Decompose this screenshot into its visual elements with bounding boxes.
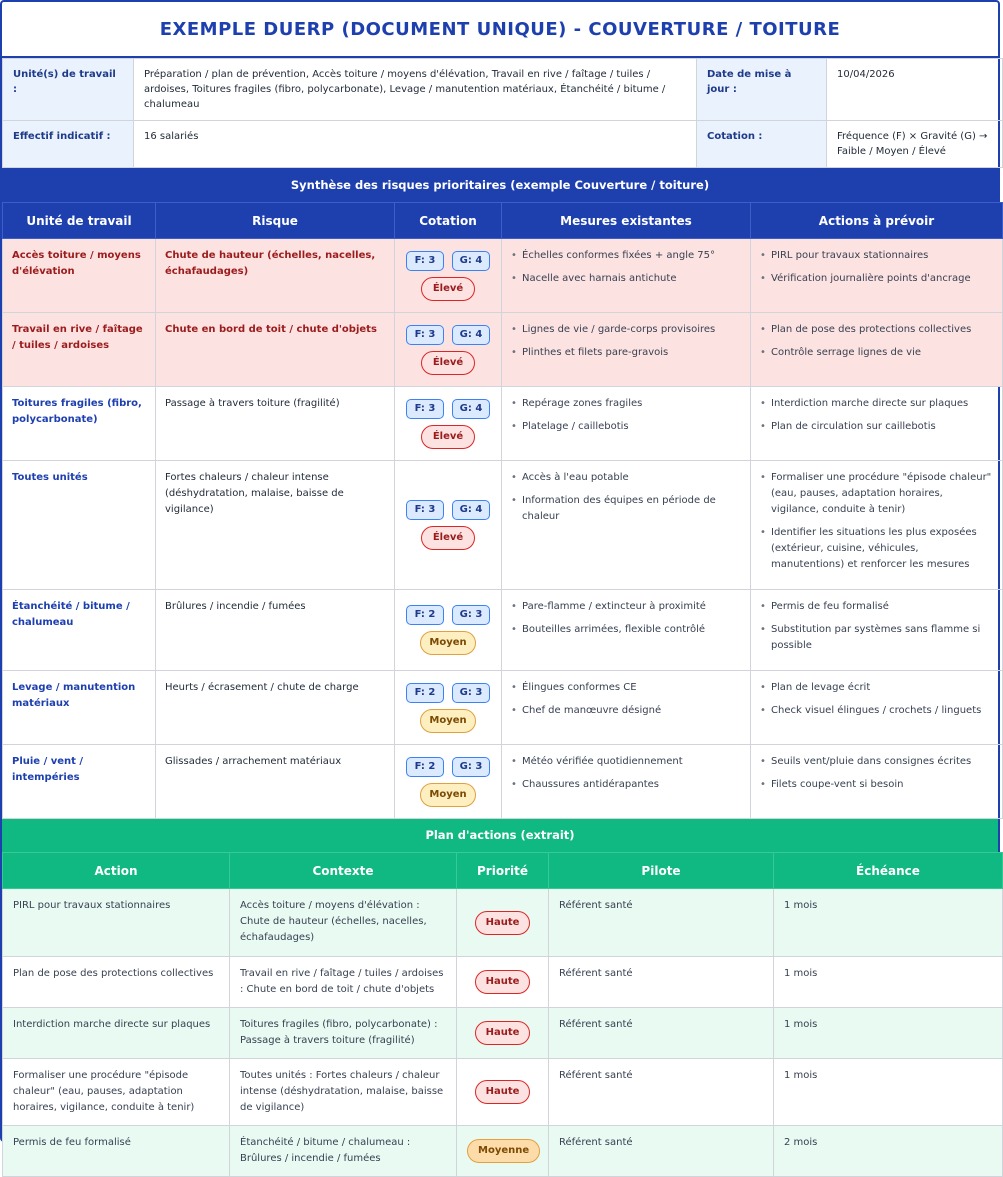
action-plan-table xyxy=(2,852,1003,1177)
mesure-item: • Nacelle avec harnais antichute xyxy=(511,271,741,287)
risks-table xyxy=(2,202,1003,819)
risk-actions xyxy=(751,313,1003,387)
effectif-label: Effectif indicatif : xyxy=(3,121,134,168)
risk-mesures xyxy=(502,590,751,671)
plan-action: Plan de pose des protections collectives xyxy=(3,957,230,1008)
plan-header-priorite: Priorité xyxy=(457,853,549,889)
risk-level-badge: Moyen xyxy=(420,709,475,733)
plan-echeance: 1 mois xyxy=(774,957,1003,1008)
effectif-value: 16 salariés xyxy=(134,121,697,168)
mesure-item: • Pare-flamme / extincteur à proximité xyxy=(511,599,741,615)
plan-row xyxy=(3,957,1003,1008)
plan-priorite xyxy=(457,889,549,957)
plan-echeance: 1 mois xyxy=(774,889,1003,957)
risk-mesures xyxy=(502,239,751,313)
plan-pilote: Référent santé xyxy=(549,957,774,1008)
risk-row xyxy=(3,239,1003,313)
action-item: • Contrôle serrage lignes de vie xyxy=(760,345,993,361)
risk-cotation xyxy=(395,239,502,313)
priority-badge: Haute xyxy=(475,1080,531,1104)
action-item: • Plan de levage écrit xyxy=(760,680,993,696)
action-item: • Filets coupe-vent si besoin xyxy=(760,777,993,793)
priority-badge: Moyenne xyxy=(467,1139,540,1163)
plan-row xyxy=(3,1059,1003,1126)
action-item: • Vérification journalière points d'ancrage xyxy=(760,271,993,287)
document-title: EXEMPLE DUERP (DOCUMENT UNIQUE) - COUVERTURE / TOITURE xyxy=(2,2,998,58)
risk-cotation xyxy=(395,313,502,387)
action-item: • Plan de circulation sur caillebotis xyxy=(760,419,993,435)
risk-level-badge: Moyen xyxy=(420,631,475,655)
plan-row xyxy=(3,889,1003,957)
gravity-chip: G: 4 xyxy=(452,325,490,345)
date-label: Date de mise à jour : xyxy=(697,59,827,121)
plan-contexte: Accès toiture / moyens d'élévation : Chute de hauteur (échelles, nacelles, échafaudages) xyxy=(230,889,457,957)
frequency-chip: F: 2 xyxy=(406,683,444,703)
risk-row xyxy=(3,461,1003,590)
action-item: • Permis de feu formalisé xyxy=(760,599,993,615)
unites-label: Unité(s) de travail : xyxy=(3,59,134,121)
risk-description: Heurts / écrasement / chute de charge xyxy=(156,671,395,745)
mesure-item: • Information des équipes en période de chaleur xyxy=(511,493,741,525)
risk-description: Glissades / arrachement matériaux xyxy=(156,745,395,819)
plan-pilote: Référent santé xyxy=(549,1126,774,1177)
risk-actions xyxy=(751,387,1003,461)
risk-mesures xyxy=(502,671,751,745)
risk-actions xyxy=(751,745,1003,819)
risk-row xyxy=(3,387,1003,461)
risks-header-risque: Risque xyxy=(156,203,395,239)
cotation-value: Fréquence (F) × Gravité (G) → Faible / Moyen / Élevé xyxy=(827,121,1003,168)
risk-unit: Accès toiture / moyens d'élévation xyxy=(3,239,156,313)
risk-row xyxy=(3,313,1003,387)
risk-unit: Toitures fragiles (fibro, polycarbonate) xyxy=(3,387,156,461)
risk-level-badge: Élevé xyxy=(421,425,475,449)
plan-row xyxy=(3,1008,1003,1059)
plan-action: Permis de feu formalisé xyxy=(3,1126,230,1177)
mesure-item: • Bouteilles arrimées, flexible contrôlé xyxy=(511,622,741,638)
plan-echeance: 2 mois xyxy=(774,1126,1003,1177)
mesure-item: • Lignes de vie / garde-corps provisoires xyxy=(511,322,741,338)
plan-header-contexte: Contexte xyxy=(230,853,457,889)
plan-priorite xyxy=(457,957,549,1008)
risk-description: Passage à travers toiture (fragilité) xyxy=(156,387,395,461)
unites-value: Préparation / plan de prévention, Accès toiture / moyens d'élévation, Travail en rive / faîtage / tuiles / ardoises, Toitures fragiles (fibro, polycarbonate), Levage / manutention matériaux, Étanchéité / bitume / chalumeau xyxy=(134,59,697,121)
risk-cotation xyxy=(395,461,502,590)
risks-header-actions: Actions à prévoir xyxy=(751,203,1003,239)
risk-description: Chute en bord de toit / chute d'objets xyxy=(156,313,395,387)
plan-pilote: Référent santé xyxy=(549,1008,774,1059)
gravity-chip: G: 4 xyxy=(452,399,490,419)
plan-priorite xyxy=(457,1126,549,1177)
frequency-chip: F: 2 xyxy=(406,757,444,777)
risk-level-badge: Élevé xyxy=(421,526,475,550)
risk-level-badge: Moyen xyxy=(420,783,475,807)
gravity-chip: G: 4 xyxy=(452,500,490,520)
plan-contexte: Toitures fragiles (fibro, polycarbonate) : Passage à travers toiture (fragilité) xyxy=(230,1008,457,1059)
plan-header-echeance: Échéance xyxy=(774,853,1003,889)
plan-header-pilote: Pilote xyxy=(549,853,774,889)
mesure-item: • Platelage / caillebotis xyxy=(511,419,741,435)
risk-description: Brûlures / incendie / fumées xyxy=(156,590,395,671)
mesure-item: • Élingues conformes CE xyxy=(511,680,741,696)
mesure-item: • Repérage zones fragiles xyxy=(511,396,741,412)
risk-actions xyxy=(751,671,1003,745)
risk-actions xyxy=(751,239,1003,313)
mesure-item: • Accès à l'eau potable xyxy=(511,470,741,486)
frequency-chip: F: 2 xyxy=(406,605,444,625)
action-item: • PIRL pour travaux stationnaires xyxy=(760,248,993,264)
risk-unit: Toutes unités xyxy=(3,461,156,590)
mesure-item: • Chef de manœuvre désigné xyxy=(511,703,741,719)
action-item: • Seuils vent/pluie dans consignes écrites xyxy=(760,754,993,770)
frequency-chip: F: 3 xyxy=(406,500,444,520)
plan-pilote: Référent santé xyxy=(549,1059,774,1126)
plan-header-action: Action xyxy=(3,853,230,889)
mesure-item: • Échelles conformes fixées + angle 75° xyxy=(511,248,741,264)
risk-description: Chute de hauteur (échelles, nacelles, échafaudages) xyxy=(156,239,395,313)
plan-pilote: Référent santé xyxy=(549,889,774,957)
plan-priorite xyxy=(457,1059,549,1126)
risk-row xyxy=(3,671,1003,745)
risk-cotation xyxy=(395,387,502,461)
risk-row xyxy=(3,745,1003,819)
priority-badge: Haute xyxy=(475,911,531,935)
plan-echeance: 1 mois xyxy=(774,1008,1003,1059)
risk-unit: Levage / manutention matériaux xyxy=(3,671,156,745)
risk-mesures xyxy=(502,387,751,461)
frequency-chip: F: 3 xyxy=(406,251,444,271)
risks-header-mesures: Mesures existantes xyxy=(502,203,751,239)
risks-header-unit: Unité de travail xyxy=(3,203,156,239)
risk-actions xyxy=(751,461,1003,590)
plan-echeance: 1 mois xyxy=(774,1059,1003,1126)
risk-unit: Pluie / vent / intempéries xyxy=(3,745,156,819)
plan-action: PIRL pour travaux stationnaires xyxy=(3,889,230,957)
risk-unit: Étanchéité / bitume / chalumeau xyxy=(3,590,156,671)
risk-cotation xyxy=(395,745,502,819)
risk-level-badge: Élevé xyxy=(421,351,475,375)
risk-mesures xyxy=(502,745,751,819)
action-item: • Formaliser une procédure "épisode chaleur" (eau, pauses, adaptation horaires, vigilance, conduite à tenir) xyxy=(760,470,993,518)
risk-mesures xyxy=(502,313,751,387)
plan-contexte: Toutes unités : Fortes chaleurs / chaleur intense (déshydratation, malaise, baisse de vigilance) xyxy=(230,1059,457,1126)
gravity-chip: G: 3 xyxy=(452,757,490,777)
mesure-item: • Météo vérifiée quotidiennement xyxy=(511,754,741,770)
risk-level-badge: Élevé xyxy=(421,277,475,301)
plan-action: Formaliser une procédure "épisode chaleur" (eau, pauses, adaptation horaires, vigilance, conduite à tenir) xyxy=(3,1059,230,1126)
risk-description: Fortes chaleurs / chaleur intense (déshydratation, malaise, baisse de vigilance) xyxy=(156,461,395,590)
action-item: • Identifier les situations les plus exposées (extérieur, cuisine, véhicules, manutentions) et renforcer les mesures xyxy=(760,525,993,573)
risk-row xyxy=(3,590,1003,671)
plan-action: Interdiction marche directe sur plaques xyxy=(3,1008,230,1059)
mesure-item: • Plinthes et filets pare-gravois xyxy=(511,345,741,361)
risk-unit: Travail en rive / faîtage / tuiles / ardoises xyxy=(3,313,156,387)
risks-header-cotation: Cotation xyxy=(395,203,502,239)
risk-actions xyxy=(751,590,1003,671)
action-item: • Interdiction marche directe sur plaques xyxy=(760,396,993,412)
mesure-item: • Chaussures antidérapantes xyxy=(511,777,741,793)
plan-row xyxy=(3,1126,1003,1177)
priority-badge: Haute xyxy=(475,970,531,994)
plan-contexte: Travail en rive / faîtage / tuiles / ardoises : Chute en bord de toit / chute d'objets xyxy=(230,957,457,1008)
risk-cotation xyxy=(395,590,502,671)
gravity-chip: G: 4 xyxy=(452,251,490,271)
frequency-chip: F: 3 xyxy=(406,325,444,345)
frequency-chip: F: 3 xyxy=(406,399,444,419)
risks-banner: Synthèse des risques prioritaires (exemple Couverture / toiture) xyxy=(2,168,998,202)
plan-banner: Plan d'actions (extrait) xyxy=(2,819,998,852)
date-value: 10/04/2026 xyxy=(827,59,1003,121)
risk-mesures xyxy=(502,461,751,590)
action-item: • Substitution par systèmes sans flamme si possible xyxy=(760,622,993,654)
gravity-chip: G: 3 xyxy=(452,683,490,703)
plan-contexte: Étanchéité / bitume / chalumeau : Brûlures / incendie / fumées xyxy=(230,1126,457,1177)
priority-badge: Haute xyxy=(475,1021,531,1045)
risk-cotation xyxy=(395,671,502,745)
action-item: • Check visuel élingues / crochets / linguets xyxy=(760,703,993,719)
meta-table xyxy=(2,58,1003,168)
plan-priorite xyxy=(457,1008,549,1059)
gravity-chip: G: 3 xyxy=(452,605,490,625)
action-item: • Plan de pose des protections collectives xyxy=(760,322,993,338)
cotation-label: Cotation : xyxy=(697,121,827,168)
